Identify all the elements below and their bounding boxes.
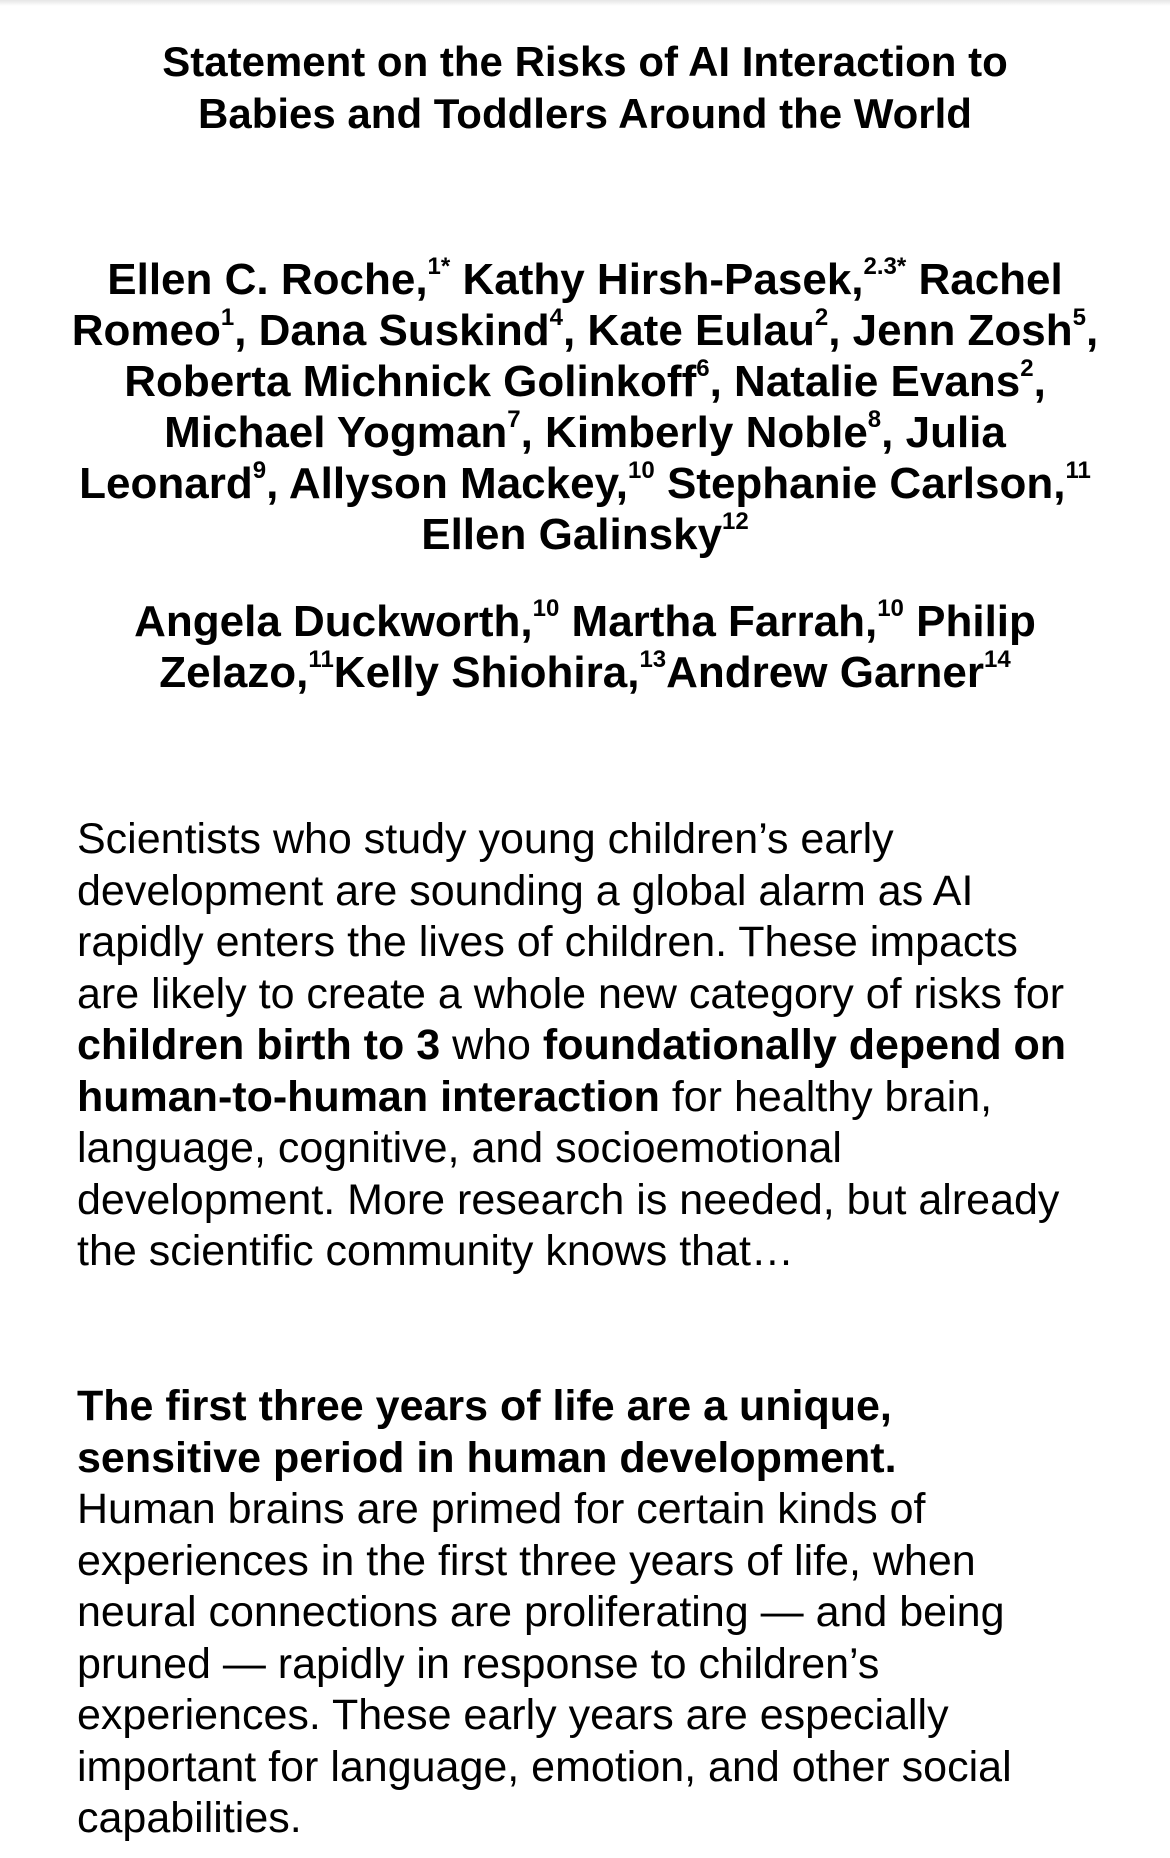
author-affiliation: 14 xyxy=(984,646,1011,673)
author-affiliation: 2 xyxy=(814,304,829,331)
author-name: , Julia Leonard xyxy=(79,408,1006,508)
intro-text: Scientists who study young children’s early development are sounding a global alarm as AI rapidly enters the lives of children. These impacts are likely to create a whole new category of risks for xyxy=(77,815,1065,1018)
author-name: , Natalie Evans xyxy=(709,357,1021,406)
author-name: , Jenn Zosh xyxy=(828,306,1073,355)
author-name: Andrew Garner xyxy=(666,648,985,697)
author-affiliation: 10 xyxy=(877,595,904,622)
title-line-2: Babies and Toddlers Around the World xyxy=(198,90,972,137)
author-list-primary xyxy=(60,254,1110,560)
author-affiliation: 8 xyxy=(867,406,882,433)
author-affiliation: 1 xyxy=(220,304,235,331)
section-paragraph xyxy=(77,1381,1087,1845)
author-name: Stephanie Carlson, xyxy=(654,459,1066,508)
author-name: Ellen Galinsky xyxy=(421,510,723,559)
author-name: , Dana Suskind xyxy=(234,306,550,355)
author-affiliation: 7 xyxy=(507,406,521,433)
intro-emphasis: foundationally depend on human-to-human interaction xyxy=(77,1021,1067,1121)
title-line-1: Statement on the Risks of AI Interaction to xyxy=(162,38,1008,85)
author-affiliation: 1* xyxy=(427,253,451,280)
author-name: Ellen C. Roche, xyxy=(107,255,428,304)
section-body: Human brains are primed for certain kinds of experiences in the first three years of life, when neural connections are proliferating — and being pruned — rapidly in response to children’s experiences. These early years are especially important for language, emotion, and other social capabilities. xyxy=(77,1485,1012,1842)
author-name: Angela Duckworth, xyxy=(134,597,533,646)
document-title xyxy=(60,36,1110,140)
author-affiliation: 10 xyxy=(628,457,655,484)
author-name: , Kate Eulau xyxy=(562,306,815,355)
author-affiliation: 13 xyxy=(639,646,667,673)
author-affiliation: 2.3* xyxy=(863,253,907,280)
author-affiliation: 11 xyxy=(1065,457,1091,484)
top-divider xyxy=(0,0,1170,6)
author-name: Kathy Hirsh-Pasek, xyxy=(450,255,864,304)
author-affiliation: 2 xyxy=(1020,355,1034,382)
author-name: , Kimberly Noble xyxy=(520,408,868,457)
author-affiliation: 10 xyxy=(532,595,560,622)
intro-text: for healthy brain, language, cognitive, and socioemotional development. More research is needed, but already the scientific community knows that… xyxy=(77,1072,1060,1275)
author-affiliation: 9 xyxy=(252,457,267,484)
author-affiliation: 5 xyxy=(1072,304,1087,331)
author-name: , Roberta Michnick Golinkoff xyxy=(124,306,1099,406)
intro-text: who xyxy=(440,1021,543,1069)
author-name: , Allyson Mackey, xyxy=(266,459,629,508)
author-name: , Michael Yogman xyxy=(164,357,1046,457)
author-name: Kelly Shiohira, xyxy=(333,648,640,697)
intro-emphasis: children birth to 3 xyxy=(77,1021,441,1069)
author-name: Martha Farrah, xyxy=(559,597,878,646)
author-affiliation: 6 xyxy=(696,355,710,382)
author-name: Rachel Romeo xyxy=(71,255,1063,355)
section-heading: The first three years of life are a unique, sensitive period in human development. xyxy=(77,1382,897,1482)
author-affiliation: 11 xyxy=(308,646,334,673)
author-affiliation: 4 xyxy=(549,304,563,331)
author-affiliation: 12 xyxy=(722,508,749,535)
intro-paragraph xyxy=(77,814,1087,1278)
author-list-secondary xyxy=(60,596,1110,698)
author-name: Philip Zelazo, xyxy=(159,597,1036,697)
